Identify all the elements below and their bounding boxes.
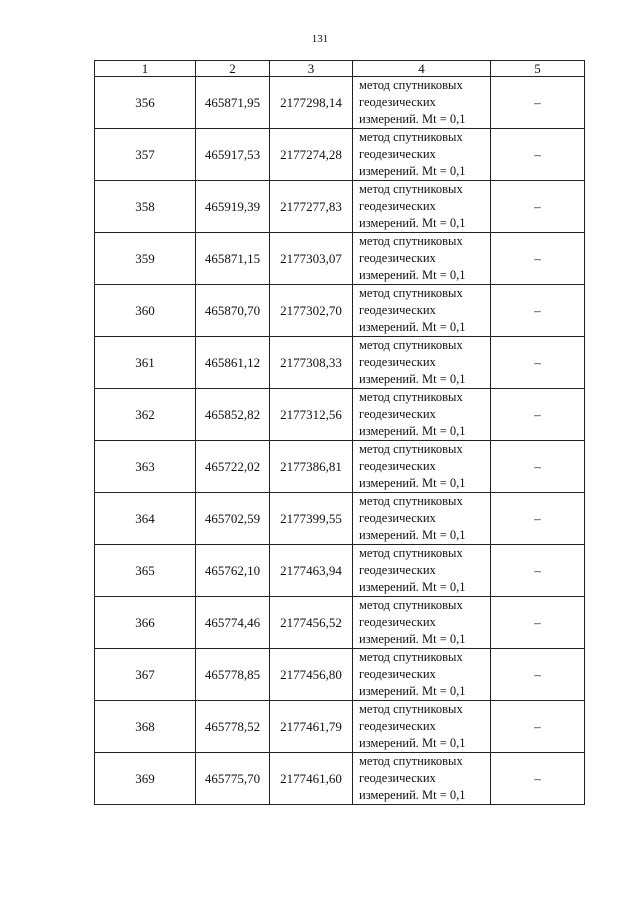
note-cell: – xyxy=(491,233,585,285)
method-text-line: геодезических xyxy=(359,95,436,109)
method-text-line: геодезических xyxy=(359,771,436,785)
y-coordinate-cell: 2177298,14 xyxy=(270,77,353,129)
method-text-line: геодезических xyxy=(359,407,436,421)
method-text-line: метод спутниковых xyxy=(359,754,463,768)
method-text-line: метод спутниковых xyxy=(359,442,463,456)
method-cell xyxy=(353,285,491,337)
table-row xyxy=(95,701,585,753)
note-cell: – xyxy=(491,389,585,441)
point-number-cell: 369 xyxy=(95,753,196,805)
y-coordinate-cell: 2177302,70 xyxy=(270,285,353,337)
method-text-line: измерений. Mt = 0,1 xyxy=(359,112,466,126)
point-number-cell: 365 xyxy=(95,545,196,597)
method-text-line: измерений. Mt = 0,1 xyxy=(359,632,466,646)
table-row xyxy=(95,233,585,285)
table-header xyxy=(95,61,585,77)
table-row xyxy=(95,285,585,337)
x-coordinate-cell: 465774,46 xyxy=(196,597,270,649)
x-coordinate-cell: 465871,15 xyxy=(196,233,270,285)
method-text-line: измерений. Mt = 0,1 xyxy=(359,528,466,542)
y-coordinate-cell: 2177456,80 xyxy=(270,649,353,701)
method-text-line: геодезических xyxy=(359,719,436,733)
method-text-line: измерений. Mt = 0,1 xyxy=(359,372,466,386)
table-row xyxy=(95,337,585,389)
method-text-line: метод спутниковых xyxy=(359,598,463,612)
y-coordinate-cell: 2177463,94 xyxy=(270,545,353,597)
page-number: 131 xyxy=(311,33,329,45)
method-cell xyxy=(353,181,491,233)
y-coordinate-cell: 2177456,52 xyxy=(270,597,353,649)
x-coordinate-cell: 465919,39 xyxy=(196,181,270,233)
x-coordinate-cell: 465917,53 xyxy=(196,129,270,181)
x-coordinate-cell: 465870,70 xyxy=(196,285,270,337)
method-text-line: геодезических xyxy=(359,459,436,473)
x-coordinate-cell: 465762,10 xyxy=(196,545,270,597)
column-header-4: 4 xyxy=(353,61,491,77)
method-text-line: геодезических xyxy=(359,147,436,161)
y-coordinate-cell: 2177399,55 xyxy=(270,493,353,545)
x-coordinate-cell: 465722,02 xyxy=(196,441,270,493)
point-number-cell: 364 xyxy=(95,493,196,545)
point-number-cell: 368 xyxy=(95,701,196,753)
y-coordinate-cell: 2177386,81 xyxy=(270,441,353,493)
point-number-cell: 366 xyxy=(95,597,196,649)
method-text-line: метод спутниковых xyxy=(359,182,463,196)
method-cell xyxy=(353,753,491,805)
table-row xyxy=(95,649,585,701)
method-text-line: измерений. Mt = 0,1 xyxy=(359,788,466,802)
table-body xyxy=(95,77,585,805)
y-coordinate-cell: 2177274,28 xyxy=(270,129,353,181)
method-text-line: геодезических xyxy=(359,667,436,681)
method-cell xyxy=(353,545,491,597)
table-row xyxy=(95,181,585,233)
method-text-line: измерений. Mt = 0,1 xyxy=(359,320,466,334)
y-coordinate-cell: 2177308,33 xyxy=(270,337,353,389)
point-number-cell: 367 xyxy=(95,649,196,701)
note-cell: – xyxy=(491,285,585,337)
column-header-5: 5 xyxy=(491,61,585,77)
note-cell: – xyxy=(491,337,585,389)
table-row xyxy=(95,77,585,129)
method-cell xyxy=(353,701,491,753)
method-text-line: метод спутниковых xyxy=(359,702,463,716)
method-cell xyxy=(353,389,491,441)
note-cell: – xyxy=(491,441,585,493)
point-number-cell: 356 xyxy=(95,77,196,129)
method-text-line: измерений. Mt = 0,1 xyxy=(359,580,466,594)
x-coordinate-cell: 465861,12 xyxy=(196,337,270,389)
column-header-2: 2 xyxy=(196,61,270,77)
note-cell: – xyxy=(491,753,585,805)
x-coordinate-cell: 465775,70 xyxy=(196,753,270,805)
y-coordinate-cell: 2177303,07 xyxy=(270,233,353,285)
coordinates-table xyxy=(94,60,585,805)
x-coordinate-cell: 465778,85 xyxy=(196,649,270,701)
method-text-line: геодезических xyxy=(359,199,436,213)
x-coordinate-cell: 465778,52 xyxy=(196,701,270,753)
method-text-line: метод спутниковых xyxy=(359,286,463,300)
method-text-line: метод спутниковых xyxy=(359,78,463,92)
method-cell xyxy=(353,129,491,181)
method-text-line: метод спутниковых xyxy=(359,390,463,404)
note-cell: – xyxy=(491,545,585,597)
y-coordinate-cell: 2177277,83 xyxy=(270,181,353,233)
table-row xyxy=(95,545,585,597)
method-text-line: геодезических xyxy=(359,303,436,317)
note-cell: – xyxy=(491,649,585,701)
table-row xyxy=(95,597,585,649)
method-text-line: геодезических xyxy=(359,615,436,629)
method-cell xyxy=(353,337,491,389)
method-cell xyxy=(353,233,491,285)
method-text-line: измерений. Mt = 0,1 xyxy=(359,424,466,438)
point-number-cell: 360 xyxy=(95,285,196,337)
point-number-cell: 362 xyxy=(95,389,196,441)
column-header-1: 1 xyxy=(95,61,196,77)
method-text-line: геодезических xyxy=(359,251,436,265)
method-text-line: метод спутниковых xyxy=(359,338,463,352)
method-text-line: метод спутниковых xyxy=(359,546,463,560)
point-number-cell: 363 xyxy=(95,441,196,493)
method-text-line: измерений. Mt = 0,1 xyxy=(359,268,466,282)
point-number-cell: 358 xyxy=(95,181,196,233)
method-text-line: измерений. Mt = 0,1 xyxy=(359,216,466,230)
x-coordinate-cell: 465852,82 xyxy=(196,389,270,441)
method-text-line: измерений. Mt = 0,1 xyxy=(359,164,466,178)
y-coordinate-cell: 2177312,56 xyxy=(270,389,353,441)
point-number-cell: 357 xyxy=(95,129,196,181)
method-text-line: метод спутниковых xyxy=(359,494,463,508)
method-text-line: геодезических xyxy=(359,355,436,369)
point-number-cell: 361 xyxy=(95,337,196,389)
note-cell: – xyxy=(491,129,585,181)
method-text-line: геодезических xyxy=(359,511,436,525)
note-cell: – xyxy=(491,181,585,233)
y-coordinate-cell: 2177461,79 xyxy=(270,701,353,753)
table-row xyxy=(95,753,585,805)
method-text-line: геодезических xyxy=(359,563,436,577)
method-text-line: измерений. Mt = 0,1 xyxy=(359,476,466,490)
y-coordinate-cell: 2177461,60 xyxy=(270,753,353,805)
x-coordinate-cell: 465871,95 xyxy=(196,77,270,129)
method-text-line: метод спутниковых xyxy=(359,234,463,248)
table-row xyxy=(95,441,585,493)
note-cell: – xyxy=(491,701,585,753)
header-row xyxy=(95,61,585,77)
method-cell xyxy=(353,77,491,129)
method-text-line: измерений. Mt = 0,1 xyxy=(359,684,466,698)
note-cell: – xyxy=(491,77,585,129)
method-cell xyxy=(353,597,491,649)
note-cell: – xyxy=(491,597,585,649)
method-cell xyxy=(353,493,491,545)
method-text-line: измерений. Mt = 0,1 xyxy=(359,736,466,750)
note-cell: – xyxy=(491,493,585,545)
table-row xyxy=(95,129,585,181)
table-row xyxy=(95,493,585,545)
method-cell xyxy=(353,649,491,701)
point-number-cell: 359 xyxy=(95,233,196,285)
method-text-line: метод спутниковых xyxy=(359,650,463,664)
table-row xyxy=(95,389,585,441)
method-cell xyxy=(353,441,491,493)
method-text-line: метод спутниковых xyxy=(359,130,463,144)
x-coordinate-cell: 465702,59 xyxy=(196,493,270,545)
column-header-3: 3 xyxy=(270,61,353,77)
